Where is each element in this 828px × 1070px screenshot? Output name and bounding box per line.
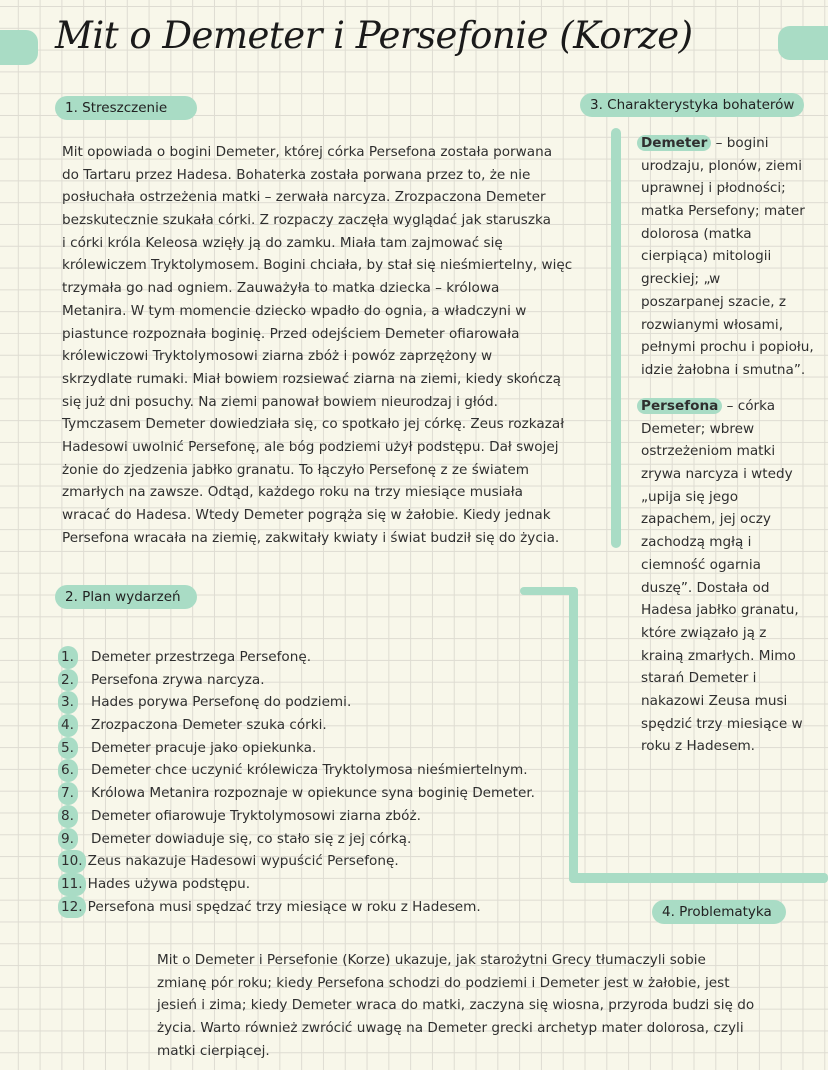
plan-item-text: Persefona zrywa narcyza. (91, 671, 265, 688)
text-line: urodzaju, plonów, ziemi (641, 157, 803, 174)
text-line: cierpiąca) mitologii (641, 248, 772, 265)
plan-item-number: 1. (58, 646, 78, 669)
text-line: greckiej; „w (641, 271, 721, 288)
text-line: do Tartaru przez Hadesa. Bohaterka została porwana przez to, że nie (62, 166, 531, 183)
plan-item (58, 691, 481, 714)
plan-item (58, 714, 481, 737)
plan-item-number: 2. (58, 669, 78, 692)
text-line: zachodzą mgłą i (641, 534, 752, 551)
plan-item-number: 11. (58, 873, 86, 896)
plan-item-text: Demeter przestrzega Persefonę. (91, 649, 312, 665)
text-line: piastunce rozpoznała boginię. Przed odejściem Demeter ofiarowała (62, 325, 520, 342)
character-name-demeter: Demeter (637, 135, 711, 151)
character-demeter (641, 132, 814, 382)
text-line: zmarłych na zawsze. Odtąd, każdego roku na trzy miesiące musiała (62, 484, 523, 501)
plan-bracket-bottom (569, 873, 828, 883)
plan-item (58, 873, 481, 896)
text-line: się już dni posuchy. Na ziemi panował bowiem nieurodzaj i głód. (62, 393, 498, 410)
text-line: królewiczem Tryktolymosem. Bogini chciała, by stał się nieśmiertelny, więc (62, 257, 573, 274)
page-title: Mit o Demeter i Persefonie (Korze) (55, 14, 693, 57)
text-line: jesień i zima; kiedy Demeter wraca do matki, zaczyna się wiosna, przyroda budzi się do (157, 997, 755, 1014)
text-line: Mit o Demeter i Persefonie (Korze) ukazuje, jak starożytni Grecy tłumaczyli sobie (157, 952, 706, 968)
plan-item-text: Hades porywa Persefonę do podziemi. (91, 694, 352, 711)
text-line: Persefona wracała na ziemię, zakwitały kwiaty i świat budził się do życia. (62, 529, 560, 546)
plan-item-number: 4. (58, 714, 78, 737)
plan-item-text: Zrozpaczona Demeter szuka córki. (91, 717, 327, 734)
plan-item-text: Demeter chce uczynić królewicza Tryktolymosa nieśmiertelnym. (91, 762, 528, 779)
plan-item (58, 669, 481, 692)
plan-item-number: 6. (58, 759, 78, 782)
text-line: Metanira. W tym momencie dziecko wpadło do ognia, a władczyni w (62, 302, 527, 319)
plan-item (58, 828, 481, 851)
plan-item-text: Królowa Metanira rozpoznaje w opiekunce syna boginię Demeter. (91, 785, 535, 802)
title-accent-right (778, 26, 828, 60)
text-line: uprawnej i płodności; (641, 180, 786, 197)
text-line: które związało ją z (641, 624, 767, 641)
text-line: skrzydlate rumaki. Miał bowiem rozsiewać ziarna na ziemi, kiedy skończą (62, 370, 561, 387)
plan-item (58, 759, 528, 782)
problems-text (157, 949, 754, 1062)
plan-item-text: Persefona musi spędzać trzy miesiące w roku z Hadesem. (87, 898, 481, 915)
text-line: „upija się jego (641, 488, 739, 505)
plan-item (58, 805, 481, 828)
text-line: bezskutecznie szukała córki. Z rozpaczy zaczęła wyglądać jak staruszka (62, 212, 551, 229)
summary-text (62, 141, 572, 549)
text-line: wracać do Hadesa. Wtedy Demeter pogrąża się w żałobie. Kiedy jednak (62, 507, 551, 523)
text-line: dolorosa (matka (641, 225, 752, 242)
text-line: matka Persefony; mater (641, 203, 805, 220)
plan-item-text: Demeter dowiaduje się, co stało się z jej córką. (91, 830, 412, 847)
title-accent-left (0, 30, 38, 65)
section-heading-problems: 4. Problematyka (652, 900, 786, 924)
section-heading-characters: 3. Charakterystyka bohaterów (580, 93, 804, 117)
character-intro: – bogini (711, 135, 769, 151)
plan-item-number: 8. (58, 805, 78, 828)
text-line: życia. Warto również zwrócić uwagę na Demeter grecki archetyp mater dolorosa, czyli (157, 1020, 744, 1037)
text-line: ciemność ogarnia (641, 556, 762, 573)
plan-item (58, 646, 481, 669)
character-persefona (641, 395, 803, 758)
plan-item (58, 782, 535, 805)
text-line: idzie żałobna i smutna”. (641, 361, 806, 378)
plan-bracket-side (569, 587, 578, 883)
plan-item-text: Demeter pracuje jako opiekunka. (91, 739, 317, 756)
character-name-persefona: Persefona (637, 398, 722, 414)
plan-item-text: Demeter ofiarowuje Tryktolymosowi ziarna zbóż. (91, 807, 421, 824)
text-line: spędzić trzy miesiące w (641, 715, 803, 732)
text-line: zmianę pór roku; kiedy Persefona schodzi do podziemi i Demeter jest w żałobie, jest (157, 974, 730, 991)
text-line: Hadesa jabłko granatu, (641, 602, 799, 619)
plan-item (58, 850, 481, 873)
text-line: pełnymi prochu i popiołu, (641, 339, 814, 356)
text-line: królewiczowi Tryktolymosowi ziarna zbóż i powóz zaprzężony w (62, 348, 493, 365)
characters-divider-bar (611, 128, 621, 548)
plan-item (58, 737, 481, 760)
text-line: rozwianymi włosami, (641, 316, 784, 333)
plan-item-number: 3. (58, 691, 78, 714)
character-intro: – córka (722, 398, 776, 414)
plan-item-number: 5. (58, 737, 78, 760)
text-line: poszarpanej szacie, z (641, 293, 787, 310)
text-line: matki cierpiącej. (157, 1042, 270, 1059)
text-line: roku z Hadesem. (641, 738, 756, 755)
text-line: Hadesowi uwolnić Persefonę, ale bóg podziemi użył podstępu. Dał swojej (62, 438, 559, 455)
section-heading-plan: 2. Plan wydarzeń (55, 585, 197, 609)
text-line: trzymała go nad ogniem. Zauważyła to matka dziecka – królowa (62, 280, 500, 297)
text-line: żonie do zjedzenia jabłko granatu. To łączyło Persefonę z ze światem (62, 461, 529, 478)
plan-list (58, 646, 535, 918)
text-line: Tymczasem Demeter dowiedziała się, co spotkało jej córkę. Zeus rozkazał (62, 416, 565, 433)
plan-item-number: 12. (58, 896, 86, 919)
section-heading-summary: 1. Streszczenie (55, 96, 197, 120)
plan-item-number: 7. (58, 782, 78, 805)
text-line: Mit opowiada o bogini Demeter, której córka Persefona została porwana (62, 144, 553, 160)
text-line: zapachem, jej oczy (641, 511, 771, 528)
plan-item-number: 9. (58, 828, 78, 851)
text-line: duszę”. Dostała od (641, 579, 770, 596)
text-line: nakazowi Zeusa musi (641, 692, 788, 709)
plan-item-text: Hades używa podstępu. (87, 875, 251, 892)
text-line: posłuchała ostrzeżenia matki – zerwała narcyza. Zrozpaczona Demeter (62, 189, 546, 206)
text-line: Demeter; wbrew (641, 420, 755, 437)
text-line: i córki króla Keleosa wzięły ją do zamku. Miała tam zajmować się (62, 234, 503, 251)
text-line: starań Demeter i (641, 670, 757, 687)
plan-item-text: Zeus nakazuje Hadesowi wypuścić Persefonę. (87, 853, 399, 870)
plan-item-number: 10. (58, 850, 86, 873)
plan-item (58, 896, 481, 919)
text-line: ostrzeżeniom matki (641, 443, 776, 460)
text-line: krainą zmarłych. Mimo (641, 647, 796, 664)
text-line: zrywa narcyza i wtedy (641, 466, 793, 483)
